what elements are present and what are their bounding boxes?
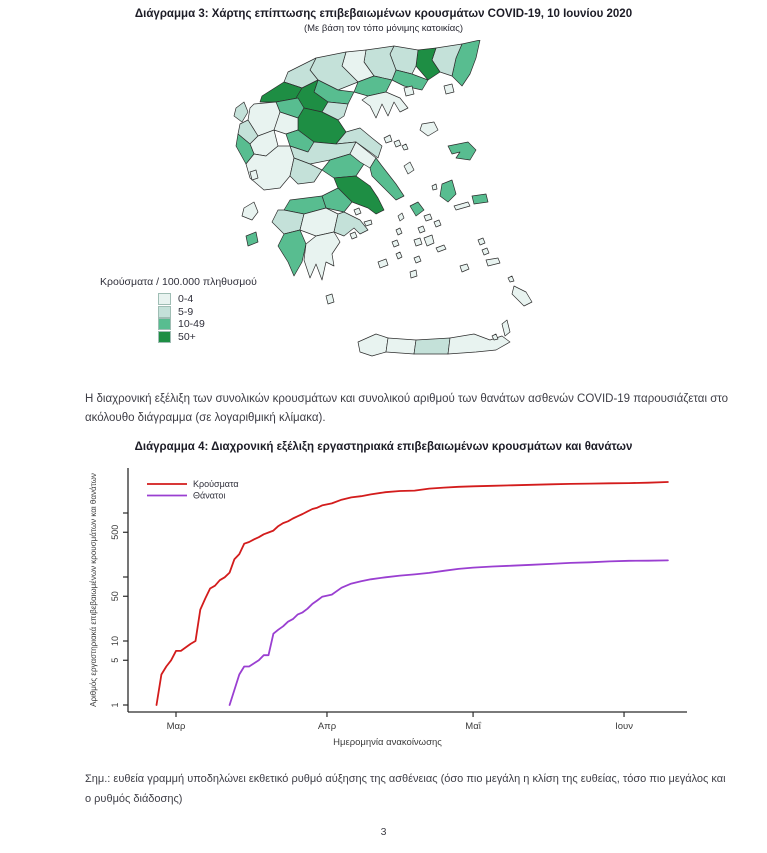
map-region-hydra [364,220,372,226]
map-region-kalymnos [482,248,489,255]
map-legend-swatch [158,318,171,330]
map-legend-label: 10-49 [178,318,205,331]
map-region-leros [478,238,485,245]
map-region-samos [472,194,488,204]
map-region-messinia [278,230,306,276]
map-region-spetses [350,232,357,239]
map-region-lasithi [448,334,510,354]
map-region-zakynthos [246,232,258,246]
map-region-andros [410,202,424,216]
map-legend-item [158,331,257,344]
y-tick-label: 1 [110,702,120,708]
map-region-samothraki [444,84,454,94]
map-region-kea [398,213,404,221]
map-legend-swatch [158,306,171,318]
map-legend-item [158,306,257,319]
map-region-psara [432,184,437,190]
chart-legend-label: Θάνατοι [193,490,226,501]
map-legend-swatch [158,293,171,305]
map-legend-swatch [158,331,171,343]
map-region-sifnos [396,252,402,259]
figure4-title: Διάγραμμα 4: Διαχρονική εξέλιξη εργαστηριακά επιβεβαιωμένων κρουσμάτων και θανάτων [134,441,633,453]
map-legend [100,276,257,343]
chart-legend-label: Κρούσματα [193,479,239,489]
greece-choropleth-map [228,40,563,380]
series-line-deaths [230,560,668,705]
footnote: Σημ.: ευθεία γραμμή υποδηλώνει εκθετικό ρυθμό αύξησης της ασθένειας (όσο πιο μεγάλη η κλίση της ευθείας, τόσο πιο μεγάλος και ο ρυθμός διάδοσης) [85,773,726,805]
map-region-astypalea [460,264,469,272]
page-number: 3 [380,826,387,838]
map-region-ikaria [454,202,470,210]
body-paragraph: Η διαχρονική εξέλιξη των συνολικών κρουσμάτων και συνολικού αριθμού των θανάτων ασθενών COVID-19 παρουσιάζεται στο ακόλουθο διάγραμμα (σε λογαριθμική κλίμακα). [85,393,729,424]
line-chart-canvas [0,458,767,760]
map-region-laconia [304,232,340,280]
map-legend-label: 50+ [178,330,196,343]
map-region-corfu [234,102,248,122]
map-region-kythnos [396,228,402,235]
map-region-syros [418,226,425,233]
map-region-limnos [420,122,438,136]
map-region-symi [508,276,514,282]
map-region-kos [486,258,500,266]
map-region-naxos [424,235,434,246]
map-region-chania [358,334,388,356]
map-region-rethymno [386,338,416,354]
y-tick-label: 5 [110,657,120,663]
map-region-argolida [334,212,368,236]
map-region-sporades3 [402,144,408,150]
map-region-lesvos [448,142,476,160]
map-region-rhodes [512,286,532,306]
map-region-heraklion [414,338,450,354]
map-legend-item [158,318,257,331]
x-tick-label: Μαρ [166,721,186,732]
y-tick-label: 10 [110,635,120,647]
map-region-amorgos [436,245,446,252]
series-line-cases [157,482,668,705]
x-axis-title: Ημερομηνία ανακοίνωσης [333,737,442,748]
map-region-karpathos [502,320,510,336]
map-legend-rows [100,293,257,343]
map-legend-label: 5-9 [178,305,194,318]
map-region-milos [378,259,388,268]
figure3-subtitle: (Με βάση τον τόπο μόνιμης κατοικίας) [303,23,464,34]
map-region-sporades1 [384,135,392,143]
map-region-chios [440,180,456,202]
map-region-kythira [326,294,334,304]
y-tick-label: 500 [110,524,120,540]
x-tick-label: Μαΐ [465,721,481,732]
map-region-sporades2 [394,140,401,147]
map-region-santorini [410,270,417,278]
x-tick-label: Ιουν [615,721,633,732]
map-region-paros [414,238,422,246]
y-tick-label: 50 [110,591,120,602]
map-region-skyros [404,162,414,174]
figure3-title: Διάγραμμα 3: Χάρτης επίπτωσης επιβεβαιωμένων κρουσμάτων COVID-19, 10 Ιουνίου 2020 [134,8,633,20]
y-axis-title: Αριθμός εργαστηριακά επιβεβαιωμένων κρουσμάτων και θανάτων [89,473,98,707]
map-region-tinos [424,214,432,221]
map-region-serifos [392,240,399,247]
line-chart [0,458,767,760]
map-legend-item [158,293,257,306]
map-region-thasos [404,86,414,96]
map-legend-title: Κρούσματα / 100.000 πληθυσμού [100,276,257,288]
map-region-kefalonia [242,202,258,220]
map-legend-label: 0-4 [178,293,194,306]
map-region-mykonos [434,220,441,227]
map-region-chalkidiki [362,92,408,118]
map-region-ios [414,256,421,263]
x-tick-label: Απρ [317,721,337,732]
map-region-aegina [354,208,361,215]
